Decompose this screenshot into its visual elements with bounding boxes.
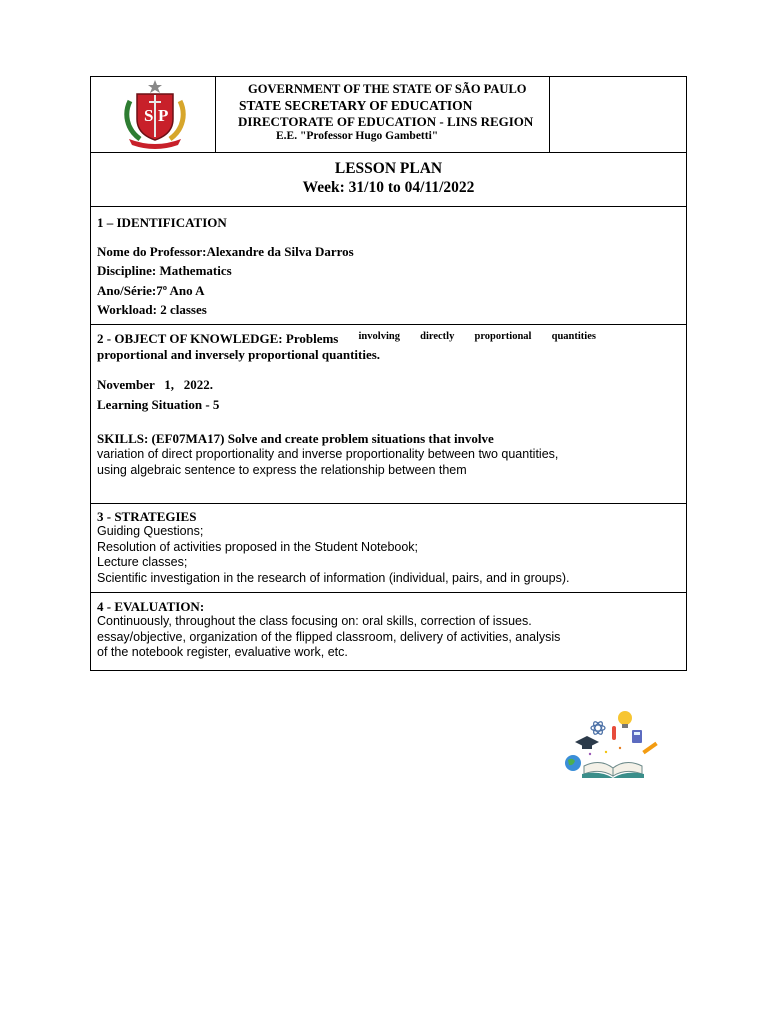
sao-paulo-coat-of-arms-icon [120,79,190,149]
identification-heading: 1 – IDENTIFICATION [97,215,227,230]
object-line-2: proportional and inversely proportional quantities. [97,347,381,362]
object-of-knowledge-section [91,325,686,504]
lesson-plan-document [90,76,687,671]
lesson-date: November 1, 2022. [97,377,214,392]
svg-text:S: S [144,106,154,125]
skills-line-2: variation of direct proportionality and inverse proportionality between two quantities, [97,447,559,461]
object-word-4: quantities [551,331,596,342]
evaluation-heading: 4 - EVALUATION: [97,599,205,614]
skills-heading: SKILLS: (EF07MA17) Solve and create problem situations that involve [97,431,494,446]
government-line: GOVERNMENT OF THE STATE OF SÃO PAULO [248,82,527,96]
light-bulb-icon [618,711,632,728]
evaluation-line: of the notebook register, evaluative work, etc. [97,645,348,659]
object-word-1: involving [358,331,400,342]
strategy-item: Resolution of activities proposed in the Student Notebook; [97,539,419,554]
evaluation-line: Continuously, throughout the class focusing on: oral skills, correction of issues. [97,614,532,628]
page-title: LESSON PLAN [334,160,443,177]
object-heading: 2 - OBJECT OF KNOWLEDGE: Problems [97,331,339,346]
open-book-science-illustration [560,708,666,780]
header-empty-cell [550,77,686,152]
object-word-3: proportional [474,331,532,342]
identification-section [91,207,686,325]
evaluation-section [91,593,686,670]
grade: Ano/Série:7º Ano A [97,282,205,298]
strategy-item: Guiding Questions; [97,524,204,538]
teacher-name: Nome do Professor:Alexandre da Silva Darros [97,243,354,259]
open-book-icon [582,762,644,778]
document-header [91,77,686,153]
object-word-2: directly [420,331,455,342]
strategy-item: Scientific investigation in the research of information (individual, pairs, and in groups). [97,570,570,585]
strategies-section [91,504,686,593]
pencil-icon [642,742,657,754]
school-line: E.E. "Professor Hugo Gambetti" [276,130,439,142]
learning-situation: Learning Situation - 5 [97,397,220,412]
header-title-cell [216,77,550,152]
discipline: Discipline: Mathematics [97,263,232,278]
title-section [91,153,686,207]
strategy-item: Lecture classes; [97,555,188,569]
strategies-heading: 3 - STRATEGIES [97,509,197,524]
calculator-icon [632,730,642,743]
directorate-line: DIRECTORATE OF EDUCATION - LINS REGION [238,114,534,129]
svg-text:P: P [158,106,169,125]
test-tube-icon [612,726,616,740]
object-heading-line [97,331,680,347]
graduation-cap-icon [575,736,599,749]
atom-icon [591,720,605,735]
skills-line-3: using algebraic sentence to express the relationship between them [97,462,467,477]
evaluation-line: essay/objective, organization of the flipped classroom, delivery of activities, analysis [97,629,561,644]
logo-cell [91,77,216,152]
workload: Workload: 2 classes [97,302,207,317]
secretary-line: STATE SECRETARY OF EDUCATION [239,98,473,113]
globe-icon [565,755,581,771]
week-range: Week: 31/10 to 04/11/2022 [302,179,475,196]
